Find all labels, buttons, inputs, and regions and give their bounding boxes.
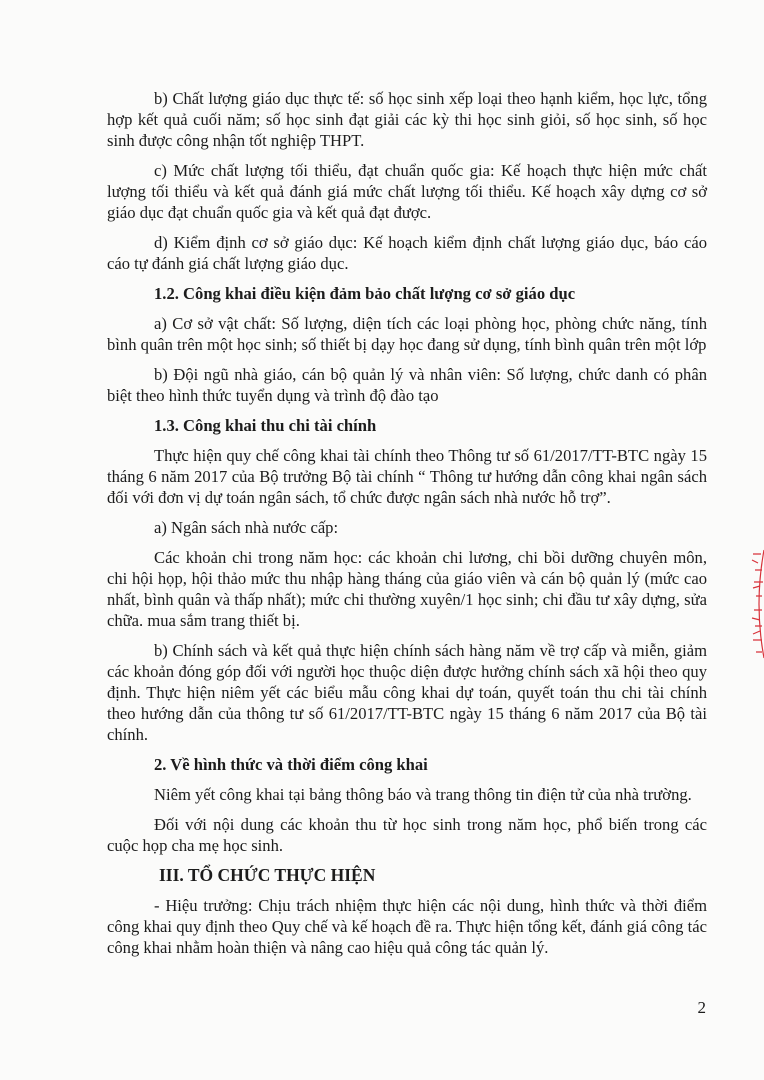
section-heading: 1.3. Công khai thu chi tài chính — [154, 416, 377, 435]
page-number: 2 — [697, 998, 706, 1017]
paragraph: a) Cơ sở vật chất: Số lượng, diện tích các loại phòng học, phòng chức năng, tính bình quân trên một học sinh; số thiết bị dạy học đang sử dụng, tính bình quân trên một lớp — [107, 314, 707, 354]
section-heading: 2. Về hình thức và thời điểm công khai — [154, 755, 428, 774]
paragraph: a) Ngân sách nhà nước cấp: — [154, 518, 339, 537]
paragraph: b) Chính sách và kết quả thực hiện chính sách hàng năm về trợ cấp và miễn, giảm các khoản đóng góp đối với người học thuộc diện được hưởng chính sách xã hội theo quy định. Thực hiện niêm yết các biểu mẫu công khai dự toán, quyết toán thu chi tài chính theo hướng dẫn của thông tư số 61/2017/TT-BTC ngày 15 tháng 6 năm 2017 của Bộ tài chính. — [107, 641, 707, 744]
paragraph: Các khoản chi trong năm học: các khoản chi lương, chi bồi dưỡng chuyên môn, chi hội họp, hội thảo mức thu nhập hàng tháng của giáo viên và cán bộ quản lý (mức cao nhất, bình quân và thấp nhất); mức chi thường xuyên/1 học sinh; chi đầu tư xây dựng, sửa chữa. mua sắm trang thiết bị. — [107, 548, 707, 630]
paragraph: Đối với nội dung các khoản thu từ học sinh trong năm học, phổ biến trong các cuộc họp cha mẹ học sinh. — [107, 815, 707, 855]
paragraph: c) Mức chất lượng tối thiểu, đạt chuẩn quốc gia: Kế hoạch thực hiện mức chất lượng tối thiểu và kết quả đánh giá mức chất lượng tối thiểu. Kế hoạch xây dựng cơ sở giáo dục đạt chuẩn quốc gia và kết quả đạt được. — [107, 161, 707, 222]
section-heading: 1.2. Công khai điều kiện đảm bảo chất lượng cơ sở giáo dục — [154, 284, 576, 303]
paragraph: Niêm yết công khai tại bảng thông báo và trang thông tin điện tử của nhà trường. — [154, 785, 692, 804]
paragraph: b) Đội ngũ nhà giáo, cán bộ quản lý và nhân viên: Số lượng, chức danh có phân biệt theo hình thức tuyển dụng và trình độ đào tạo — [107, 365, 707, 405]
chapter-heading: III. TỔ CHỨC THỰC HIỆN — [159, 865, 376, 885]
official-seal-stamp — [750, 548, 764, 660]
document-body — [107, 88, 707, 967]
paragraph: b) Chất lượng giáo dục thực tế: số học sinh xếp loại theo hạnh kiểm, học lực, tổng hợp kết quả cuối năm; số học sinh đạt giải các kỳ thi học sinh giỏi, số học sinh, số học sinh được công nhận tốt nghiệp THPT. — [107, 89, 707, 150]
paragraph: Thực hiện quy chế công khai tài chính theo Thông tư số 61/2017/TT-BTC ngày 15 tháng 6 năm 2017 của Bộ trưởng Bộ tài chính “ Thông tư hướng dẫn công khai ngân sách đối với đơn vị dự toán ngân sách, tổ chức được ngân sách nhà nước hỗ trợ”. — [107, 446, 707, 507]
paragraph: - Hiệu trưởng: Chịu trách nhiệm thực hiện các nội dung, hình thức và thời điểm công khai quy định theo Quy chế và kế hoạch đề ra. Thực hiện tổng kết, đánh giá công tác công khai nhằm hoàn thiện và nâng cao hiệu quả công tác quản lý. — [107, 896, 707, 957]
paragraph: d) Kiểm định cơ sở giáo dục: Kế hoạch kiểm định chất lượng giáo dục, báo cáo cáo tự đánh giá chất lượng giáo dục. — [107, 233, 707, 273]
